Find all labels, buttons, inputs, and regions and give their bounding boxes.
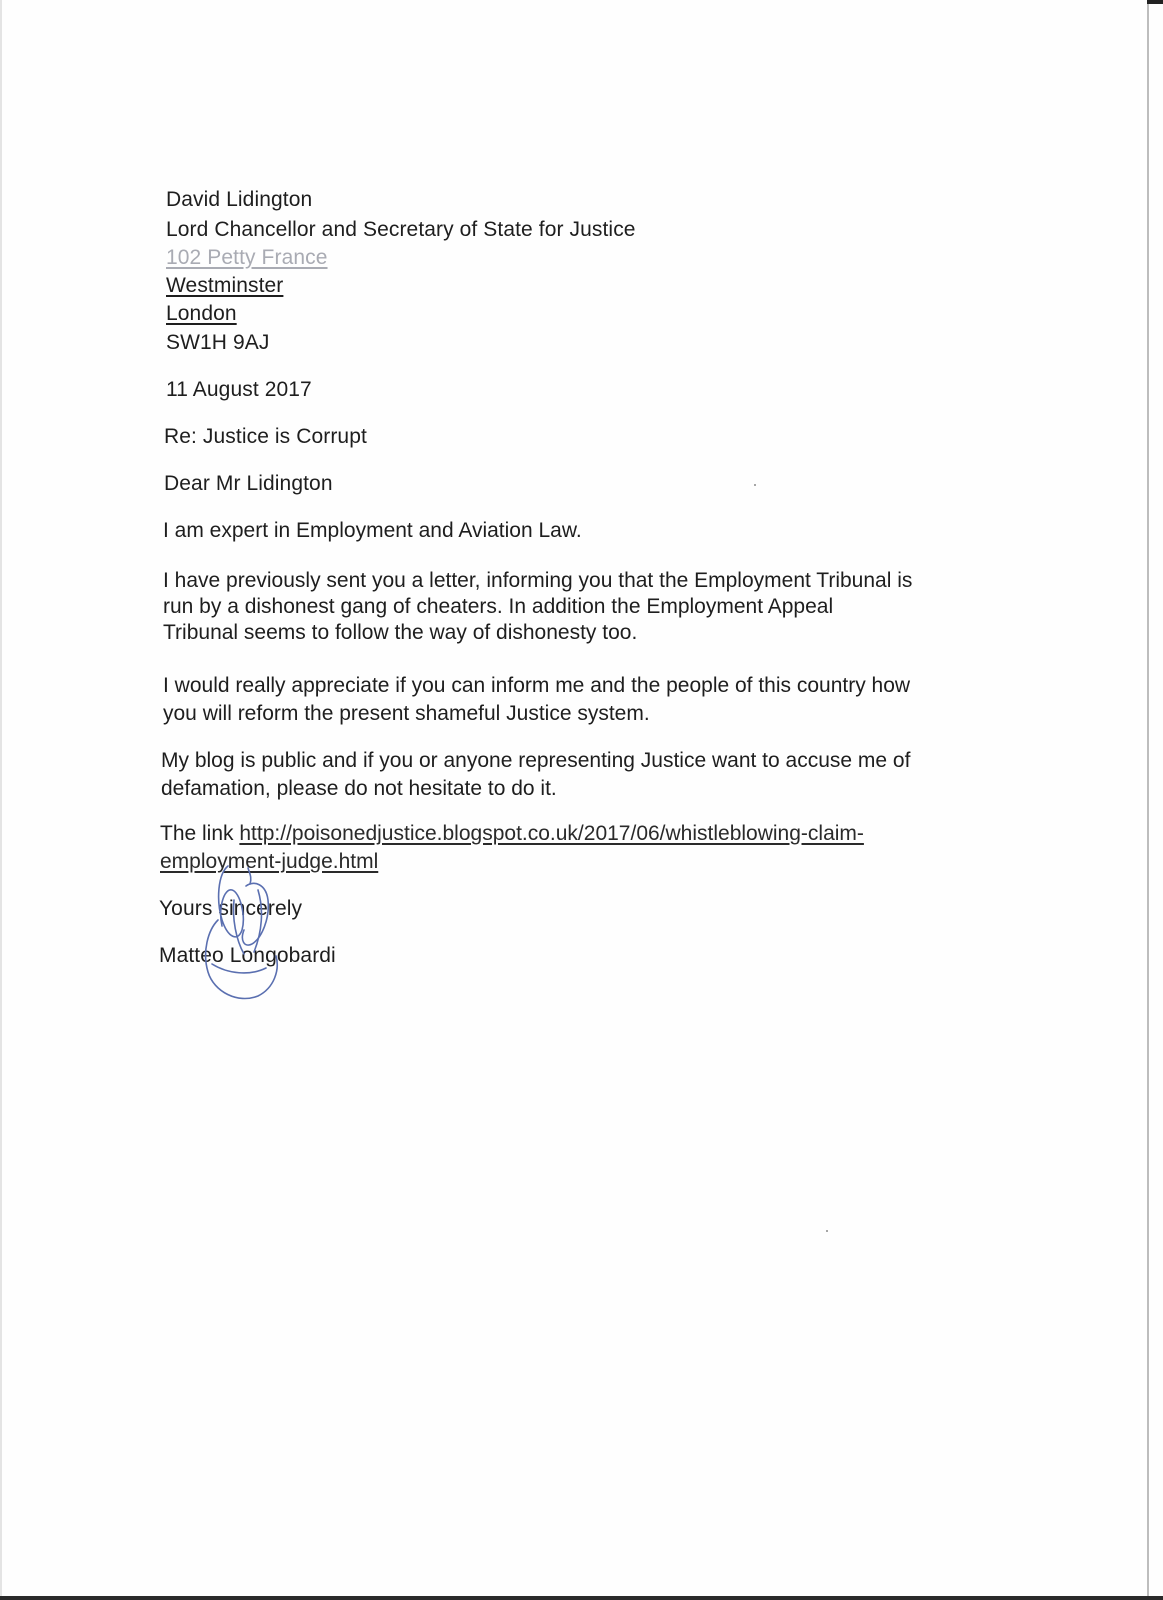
paragraph-expertise: [163, 517, 963, 545]
link-prefix: The link: [160, 822, 240, 845]
letter-closing: Yours sincerely: [159, 897, 303, 920]
recipient-address-area: Westminster: [166, 274, 284, 297]
paragraph-line: I would really appreciate if you can inform me and the people of this country how: [163, 674, 911, 697]
scan-corner-mark: [1147, 0, 1163, 4]
paragraph-line: defamation, please do not hesitate to do it.: [161, 777, 557, 800]
scan-edge-bottom: [0, 1596, 1163, 1600]
paragraph-line: I am expert in Employment and Aviation Law.: [163, 519, 582, 542]
signer-name: Matteo Longobardi: [159, 944, 336, 967]
paragraph-line: My blog is public and if you or anyone representing Justice want to accuse me of: [161, 749, 911, 772]
scan-speck: [826, 1230, 828, 1232]
recipient-address-city: London: [166, 302, 237, 325]
scan-edge-right: [1147, 0, 1149, 1600]
paragraph-line: Tribunal seems to follow the way of dishonesty too.: [163, 621, 638, 644]
recipient-name: David Lidington: [166, 188, 313, 211]
blog-link[interactable]: http://poisonedjustice.blogspot.co.uk/2017/06/whistleblowing-claim-: [239, 822, 864, 845]
recipient-address-street: 102 Petty France: [166, 246, 328, 269]
paragraph-reform-request: [163, 672, 963, 728]
recipient-postcode: SW1H 9AJ: [166, 331, 270, 354]
paragraph-blog-public: [161, 747, 961, 803]
handwritten-signature: [188, 860, 298, 1020]
paragraph-line: I have previously sent you a letter, informing you that the Employment Tribunal is: [163, 569, 913, 592]
paragraph-line: you will reform the present shameful Justice system.: [163, 702, 650, 725]
letter-salutation: Dear Mr Lidington: [164, 472, 333, 495]
recipient-title: Lord Chancellor and Secretary of State for Justice: [166, 218, 636, 241]
paragraph-previous-letter: [163, 567, 963, 647]
letter-subject: Re: Justice is Corrupt: [164, 425, 367, 448]
paragraph-line: run by a dishonest gang of cheaters. In addition the Employment Appeal: [163, 595, 834, 618]
scan-speck: [754, 484, 756, 486]
paragraph-line: [160, 820, 960, 848]
letter-date: 11 August 2017: [166, 378, 312, 401]
scan-edge-left: [0, 0, 2, 1600]
blog-link-continued[interactable]: employment-judge.html: [160, 850, 379, 873]
